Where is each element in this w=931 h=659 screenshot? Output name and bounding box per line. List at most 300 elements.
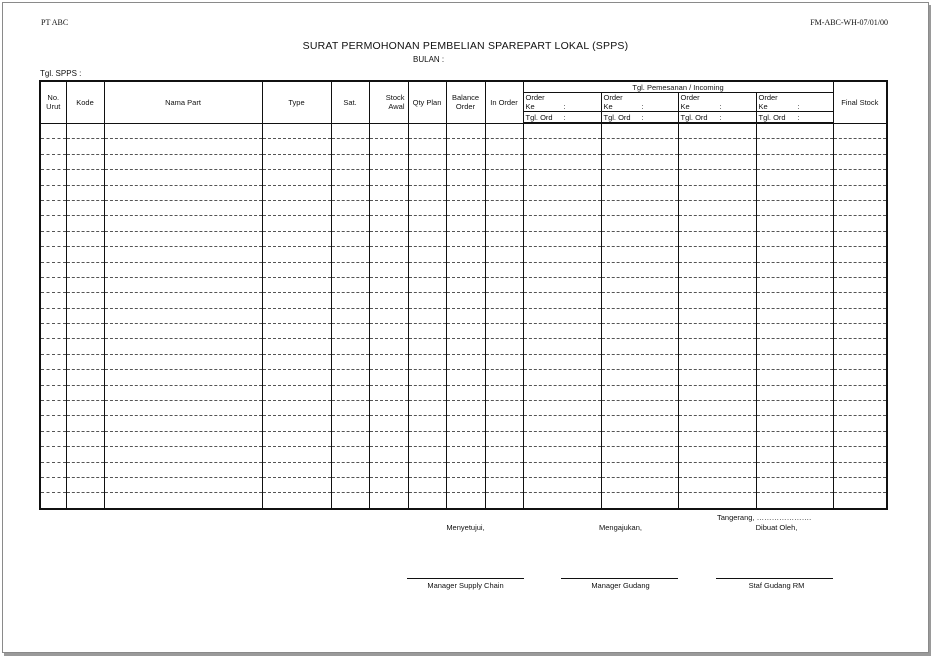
table-cell[interactable] bbox=[262, 370, 331, 385]
table-cell[interactable] bbox=[756, 170, 833, 185]
table-cell[interactable] bbox=[104, 293, 262, 308]
table-cell[interactable] bbox=[446, 308, 485, 323]
table-cell[interactable] bbox=[756, 339, 833, 354]
table-cell[interactable] bbox=[369, 416, 408, 431]
table-cell[interactable] bbox=[369, 123, 408, 139]
table-cell[interactable] bbox=[756, 185, 833, 200]
table-cell[interactable] bbox=[262, 262, 331, 277]
table-cell[interactable] bbox=[446, 154, 485, 169]
table-cell[interactable] bbox=[523, 339, 601, 354]
table-cell[interactable] bbox=[446, 216, 485, 231]
table-cell[interactable] bbox=[40, 401, 66, 416]
table-cell[interactable] bbox=[678, 477, 756, 492]
table-cell[interactable] bbox=[485, 139, 523, 154]
table-cell[interactable] bbox=[40, 200, 66, 215]
table-cell[interactable] bbox=[408, 401, 446, 416]
table-cell[interactable] bbox=[66, 370, 104, 385]
table-cell[interactable] bbox=[601, 308, 678, 323]
table-cell[interactable] bbox=[262, 185, 331, 200]
table-cell[interactable] bbox=[331, 123, 369, 139]
table-cell[interactable] bbox=[756, 154, 833, 169]
table-cell[interactable] bbox=[104, 308, 262, 323]
table-cell[interactable] bbox=[833, 447, 887, 462]
table-cell[interactable] bbox=[485, 370, 523, 385]
table-cell[interactable] bbox=[66, 262, 104, 277]
table-cell[interactable] bbox=[40, 262, 66, 277]
table-cell[interactable] bbox=[485, 154, 523, 169]
table-cell[interactable] bbox=[408, 354, 446, 369]
table-cell[interactable] bbox=[66, 247, 104, 262]
table-cell[interactable] bbox=[40, 324, 66, 339]
table-cell[interactable] bbox=[369, 216, 408, 231]
table-cell[interactable] bbox=[408, 493, 446, 509]
table-cell[interactable] bbox=[446, 462, 485, 477]
table-cell[interactable] bbox=[446, 324, 485, 339]
table-cell[interactable] bbox=[446, 477, 485, 492]
table-cell[interactable] bbox=[331, 447, 369, 462]
table-cell[interactable] bbox=[678, 293, 756, 308]
table-cell[interactable] bbox=[601, 385, 678, 400]
table-cell[interactable] bbox=[485, 324, 523, 339]
table-cell[interactable] bbox=[523, 139, 601, 154]
table-cell[interactable] bbox=[40, 154, 66, 169]
table-cell[interactable] bbox=[446, 354, 485, 369]
table-cell[interactable] bbox=[40, 231, 66, 246]
table-cell[interactable] bbox=[408, 231, 446, 246]
table-cell[interactable] bbox=[331, 416, 369, 431]
table-cell[interactable] bbox=[485, 277, 523, 292]
table-cell[interactable] bbox=[331, 216, 369, 231]
table-cell[interactable] bbox=[262, 493, 331, 509]
table-cell[interactable] bbox=[40, 277, 66, 292]
table-cell[interactable] bbox=[408, 247, 446, 262]
table-cell[interactable] bbox=[446, 370, 485, 385]
table-cell[interactable] bbox=[523, 231, 601, 246]
table-cell[interactable] bbox=[756, 293, 833, 308]
table-cell[interactable] bbox=[408, 385, 446, 400]
table-cell[interactable] bbox=[833, 416, 887, 431]
table-cell[interactable] bbox=[756, 216, 833, 231]
table-cell[interactable] bbox=[756, 354, 833, 369]
table-cell[interactable] bbox=[369, 200, 408, 215]
table-cell[interactable] bbox=[40, 293, 66, 308]
table-cell[interactable] bbox=[678, 185, 756, 200]
table-cell[interactable] bbox=[601, 293, 678, 308]
table-cell[interactable] bbox=[262, 170, 331, 185]
table-cell[interactable] bbox=[408, 477, 446, 492]
table-cell[interactable] bbox=[833, 231, 887, 246]
table-cell[interactable] bbox=[833, 308, 887, 323]
table-cell[interactable] bbox=[104, 277, 262, 292]
table-cell[interactable] bbox=[331, 170, 369, 185]
table-cell[interactable] bbox=[408, 216, 446, 231]
table-cell[interactable] bbox=[523, 385, 601, 400]
table-cell[interactable] bbox=[40, 431, 66, 446]
table-cell[interactable] bbox=[833, 170, 887, 185]
table-cell[interactable] bbox=[523, 354, 601, 369]
table-cell[interactable] bbox=[485, 339, 523, 354]
table-cell[interactable] bbox=[369, 277, 408, 292]
table-cell[interactable] bbox=[40, 462, 66, 477]
table-cell[interactable] bbox=[833, 431, 887, 446]
table-cell[interactable] bbox=[104, 170, 262, 185]
table-cell[interactable] bbox=[66, 277, 104, 292]
table-cell[interactable] bbox=[523, 262, 601, 277]
table-cell[interactable] bbox=[40, 493, 66, 509]
table-cell[interactable] bbox=[523, 247, 601, 262]
table-cell[interactable] bbox=[833, 354, 887, 369]
table-cell[interactable] bbox=[756, 462, 833, 477]
table-cell[interactable] bbox=[408, 370, 446, 385]
table-cell[interactable] bbox=[262, 200, 331, 215]
table-cell[interactable] bbox=[523, 477, 601, 492]
table-cell[interactable] bbox=[756, 308, 833, 323]
table-cell[interactable] bbox=[601, 431, 678, 446]
table-cell[interactable] bbox=[601, 154, 678, 169]
table-cell[interactable] bbox=[485, 493, 523, 509]
table-cell[interactable] bbox=[262, 123, 331, 139]
table-cell[interactable] bbox=[523, 308, 601, 323]
table-cell[interactable] bbox=[446, 262, 485, 277]
table-cell[interactable] bbox=[40, 170, 66, 185]
table-cell[interactable] bbox=[833, 123, 887, 139]
table-cell[interactable] bbox=[446, 447, 485, 462]
table-cell[interactable] bbox=[756, 401, 833, 416]
table-cell[interactable] bbox=[833, 462, 887, 477]
table-cell[interactable] bbox=[408, 462, 446, 477]
table-cell[interactable] bbox=[678, 200, 756, 215]
table-cell[interactable] bbox=[678, 308, 756, 323]
table-cell[interactable] bbox=[66, 185, 104, 200]
table-cell[interactable] bbox=[104, 339, 262, 354]
table-cell[interactable] bbox=[833, 277, 887, 292]
table-cell[interactable] bbox=[833, 216, 887, 231]
table-cell[interactable] bbox=[601, 354, 678, 369]
table-cell[interactable] bbox=[66, 401, 104, 416]
table-cell[interactable] bbox=[485, 216, 523, 231]
table-cell[interactable] bbox=[523, 123, 601, 139]
table-cell[interactable] bbox=[104, 231, 262, 246]
table-cell[interactable] bbox=[408, 154, 446, 169]
table-cell[interactable] bbox=[262, 139, 331, 154]
table-cell[interactable] bbox=[756, 231, 833, 246]
table-cell[interactable] bbox=[331, 262, 369, 277]
table-cell[interactable] bbox=[262, 462, 331, 477]
table-cell[interactable] bbox=[262, 247, 331, 262]
table-cell[interactable] bbox=[756, 324, 833, 339]
table-cell[interactable] bbox=[523, 154, 601, 169]
table-cell[interactable] bbox=[104, 385, 262, 400]
table-cell[interactable] bbox=[485, 354, 523, 369]
table-cell[interactable] bbox=[678, 339, 756, 354]
table-cell[interactable] bbox=[408, 308, 446, 323]
table-cell[interactable] bbox=[369, 370, 408, 385]
table-cell[interactable] bbox=[756, 477, 833, 492]
table-cell[interactable] bbox=[833, 139, 887, 154]
table-cell[interactable] bbox=[369, 477, 408, 492]
table-cell[interactable] bbox=[446, 431, 485, 446]
table-cell[interactable] bbox=[408, 200, 446, 215]
table-cell[interactable] bbox=[446, 385, 485, 400]
table-cell[interactable] bbox=[369, 447, 408, 462]
table-cell[interactable] bbox=[331, 370, 369, 385]
table-cell[interactable] bbox=[485, 185, 523, 200]
table-cell[interactable] bbox=[369, 231, 408, 246]
table-cell[interactable] bbox=[485, 170, 523, 185]
table-cell[interactable] bbox=[833, 385, 887, 400]
table-cell[interactable] bbox=[331, 277, 369, 292]
table-cell[interactable] bbox=[756, 431, 833, 446]
table-cell[interactable] bbox=[262, 477, 331, 492]
table-cell[interactable] bbox=[756, 277, 833, 292]
table-cell[interactable] bbox=[369, 324, 408, 339]
table-cell[interactable] bbox=[40, 447, 66, 462]
table-cell[interactable] bbox=[331, 462, 369, 477]
table-cell[interactable] bbox=[446, 185, 485, 200]
table-cell[interactable] bbox=[66, 431, 104, 446]
table-cell[interactable] bbox=[331, 324, 369, 339]
table-cell[interactable] bbox=[66, 231, 104, 246]
table-cell[interactable] bbox=[262, 339, 331, 354]
table-cell[interactable] bbox=[66, 339, 104, 354]
table-cell[interactable] bbox=[104, 123, 262, 139]
table-cell[interactable] bbox=[408, 416, 446, 431]
table-cell[interactable] bbox=[485, 401, 523, 416]
table-cell[interactable] bbox=[485, 262, 523, 277]
table-cell[interactable] bbox=[331, 308, 369, 323]
table-cell[interactable] bbox=[446, 277, 485, 292]
table-cell[interactable] bbox=[408, 170, 446, 185]
table-cell[interactable] bbox=[523, 431, 601, 446]
table-cell[interactable] bbox=[331, 431, 369, 446]
table-cell[interactable] bbox=[446, 139, 485, 154]
table-cell[interactable] bbox=[485, 123, 523, 139]
table-cell[interactable] bbox=[262, 447, 331, 462]
table-cell[interactable] bbox=[485, 462, 523, 477]
table-cell[interactable] bbox=[66, 170, 104, 185]
table-cell[interactable] bbox=[485, 431, 523, 446]
table-cell[interactable] bbox=[678, 354, 756, 369]
table-cell[interactable] bbox=[678, 231, 756, 246]
table-cell[interactable] bbox=[678, 370, 756, 385]
table-cell[interactable] bbox=[104, 493, 262, 509]
table-cell[interactable] bbox=[601, 216, 678, 231]
table-cell[interactable] bbox=[408, 123, 446, 139]
table-cell[interactable] bbox=[66, 216, 104, 231]
table-cell[interactable] bbox=[678, 493, 756, 509]
table-cell[interactable] bbox=[833, 185, 887, 200]
table-cell[interactable] bbox=[485, 416, 523, 431]
table-cell[interactable] bbox=[369, 185, 408, 200]
table-cell[interactable] bbox=[262, 354, 331, 369]
table-cell[interactable] bbox=[40, 370, 66, 385]
table-cell[interactable] bbox=[601, 262, 678, 277]
table-cell[interactable] bbox=[485, 477, 523, 492]
table-cell[interactable] bbox=[601, 370, 678, 385]
table-cell[interactable] bbox=[262, 277, 331, 292]
table-cell[interactable] bbox=[523, 170, 601, 185]
table-cell[interactable] bbox=[601, 123, 678, 139]
table-cell[interactable] bbox=[104, 324, 262, 339]
table-cell[interactable] bbox=[262, 216, 331, 231]
table-cell[interactable] bbox=[369, 139, 408, 154]
table-cell[interactable] bbox=[104, 139, 262, 154]
table-cell[interactable] bbox=[331, 200, 369, 215]
table-cell[interactable] bbox=[331, 354, 369, 369]
table-cell[interactable] bbox=[331, 493, 369, 509]
table-cell[interactable] bbox=[104, 416, 262, 431]
table-cell[interactable] bbox=[40, 354, 66, 369]
table-cell[interactable] bbox=[678, 324, 756, 339]
table-cell[interactable] bbox=[369, 339, 408, 354]
table-cell[interactable] bbox=[104, 216, 262, 231]
table-cell[interactable] bbox=[678, 401, 756, 416]
table-cell[interactable] bbox=[485, 293, 523, 308]
table-cell[interactable] bbox=[40, 416, 66, 431]
table-cell[interactable] bbox=[833, 262, 887, 277]
table-cell[interactable] bbox=[756, 247, 833, 262]
table-cell[interactable] bbox=[369, 170, 408, 185]
table-cell[interactable] bbox=[369, 462, 408, 477]
table-cell[interactable] bbox=[601, 324, 678, 339]
table-cell[interactable] bbox=[446, 200, 485, 215]
table-cell[interactable] bbox=[833, 493, 887, 509]
table-cell[interactable] bbox=[262, 401, 331, 416]
table-cell[interactable] bbox=[678, 277, 756, 292]
table-cell[interactable] bbox=[66, 293, 104, 308]
table-cell[interactable] bbox=[678, 462, 756, 477]
table-cell[interactable] bbox=[446, 339, 485, 354]
table-cell[interactable] bbox=[446, 247, 485, 262]
table-cell[interactable] bbox=[408, 262, 446, 277]
table-cell[interactable] bbox=[485, 247, 523, 262]
table-cell[interactable] bbox=[262, 431, 331, 446]
table-cell[interactable] bbox=[756, 262, 833, 277]
table-cell[interactable] bbox=[369, 247, 408, 262]
table-cell[interactable] bbox=[40, 477, 66, 492]
table-cell[interactable] bbox=[262, 324, 331, 339]
table-cell[interactable] bbox=[523, 216, 601, 231]
table-cell[interactable] bbox=[485, 385, 523, 400]
table-cell[interactable] bbox=[104, 262, 262, 277]
table-cell[interactable] bbox=[66, 493, 104, 509]
table-cell[interactable] bbox=[369, 493, 408, 509]
table-cell[interactable] bbox=[40, 247, 66, 262]
table-cell[interactable] bbox=[66, 139, 104, 154]
table-cell[interactable] bbox=[331, 231, 369, 246]
table-cell[interactable] bbox=[833, 401, 887, 416]
table-cell[interactable] bbox=[678, 247, 756, 262]
table-cell[interactable] bbox=[40, 385, 66, 400]
table-cell[interactable] bbox=[601, 277, 678, 292]
table-cell[interactable] bbox=[756, 416, 833, 431]
table-cell[interactable] bbox=[104, 354, 262, 369]
table-cell[interactable] bbox=[678, 447, 756, 462]
table-cell[interactable] bbox=[523, 401, 601, 416]
table-cell[interactable] bbox=[523, 447, 601, 462]
table-cell[interactable] bbox=[756, 385, 833, 400]
table-cell[interactable] bbox=[40, 339, 66, 354]
table-cell[interactable] bbox=[66, 123, 104, 139]
table-cell[interactable] bbox=[678, 216, 756, 231]
table-cell[interactable] bbox=[601, 139, 678, 154]
table-cell[interactable] bbox=[446, 401, 485, 416]
table-cell[interactable] bbox=[66, 462, 104, 477]
table-cell[interactable] bbox=[262, 154, 331, 169]
table-cell[interactable] bbox=[408, 431, 446, 446]
table-cell[interactable] bbox=[601, 416, 678, 431]
table-cell[interactable] bbox=[446, 231, 485, 246]
table-cell[interactable] bbox=[756, 447, 833, 462]
table-cell[interactable] bbox=[833, 154, 887, 169]
table-cell[interactable] bbox=[104, 401, 262, 416]
table-cell[interactable] bbox=[678, 385, 756, 400]
table-cell[interactable] bbox=[408, 277, 446, 292]
table-cell[interactable] bbox=[104, 370, 262, 385]
table-cell[interactable] bbox=[601, 170, 678, 185]
table-cell[interactable] bbox=[523, 493, 601, 509]
table-cell[interactable] bbox=[446, 170, 485, 185]
table-cell[interactable] bbox=[104, 185, 262, 200]
table-cell[interactable] bbox=[446, 293, 485, 308]
table-cell[interactable] bbox=[833, 293, 887, 308]
table-cell[interactable] bbox=[66, 154, 104, 169]
table-cell[interactable] bbox=[408, 447, 446, 462]
table-cell[interactable] bbox=[104, 477, 262, 492]
table-cell[interactable] bbox=[485, 231, 523, 246]
table-cell[interactable] bbox=[262, 416, 331, 431]
table-cell[interactable] bbox=[408, 339, 446, 354]
table-cell[interactable] bbox=[485, 200, 523, 215]
table-cell[interactable] bbox=[66, 308, 104, 323]
table-cell[interactable] bbox=[833, 247, 887, 262]
table-cell[interactable] bbox=[369, 401, 408, 416]
table-cell[interactable] bbox=[331, 293, 369, 308]
table-cell[interactable] bbox=[331, 477, 369, 492]
table-cell[interactable] bbox=[756, 370, 833, 385]
table-cell[interactable] bbox=[601, 339, 678, 354]
table-cell[interactable] bbox=[369, 262, 408, 277]
table-cell[interactable] bbox=[756, 123, 833, 139]
table-cell[interactable] bbox=[104, 200, 262, 215]
table-cell[interactable] bbox=[40, 185, 66, 200]
table-cell[interactable] bbox=[833, 477, 887, 492]
table-cell[interactable] bbox=[331, 139, 369, 154]
table-cell[interactable] bbox=[601, 477, 678, 492]
table-cell[interactable] bbox=[833, 200, 887, 215]
table-cell[interactable] bbox=[678, 431, 756, 446]
table-cell[interactable] bbox=[66, 477, 104, 492]
table-cell[interactable] bbox=[369, 431, 408, 446]
table-cell[interactable] bbox=[331, 385, 369, 400]
table-cell[interactable] bbox=[601, 401, 678, 416]
table-cell[interactable] bbox=[66, 416, 104, 431]
table-cell[interactable] bbox=[408, 293, 446, 308]
table-cell[interactable] bbox=[66, 447, 104, 462]
table-cell[interactable] bbox=[833, 339, 887, 354]
table-cell[interactable] bbox=[756, 139, 833, 154]
table-cell[interactable] bbox=[523, 462, 601, 477]
table-cell[interactable] bbox=[678, 416, 756, 431]
table-cell[interactable] bbox=[408, 139, 446, 154]
table-cell[interactable] bbox=[369, 385, 408, 400]
table-cell[interactable] bbox=[408, 324, 446, 339]
table-cell[interactable] bbox=[40, 308, 66, 323]
table-cell[interactable] bbox=[262, 231, 331, 246]
table-cell[interactable] bbox=[523, 185, 601, 200]
table-cell[interactable] bbox=[756, 493, 833, 509]
table-cell[interactable] bbox=[66, 385, 104, 400]
